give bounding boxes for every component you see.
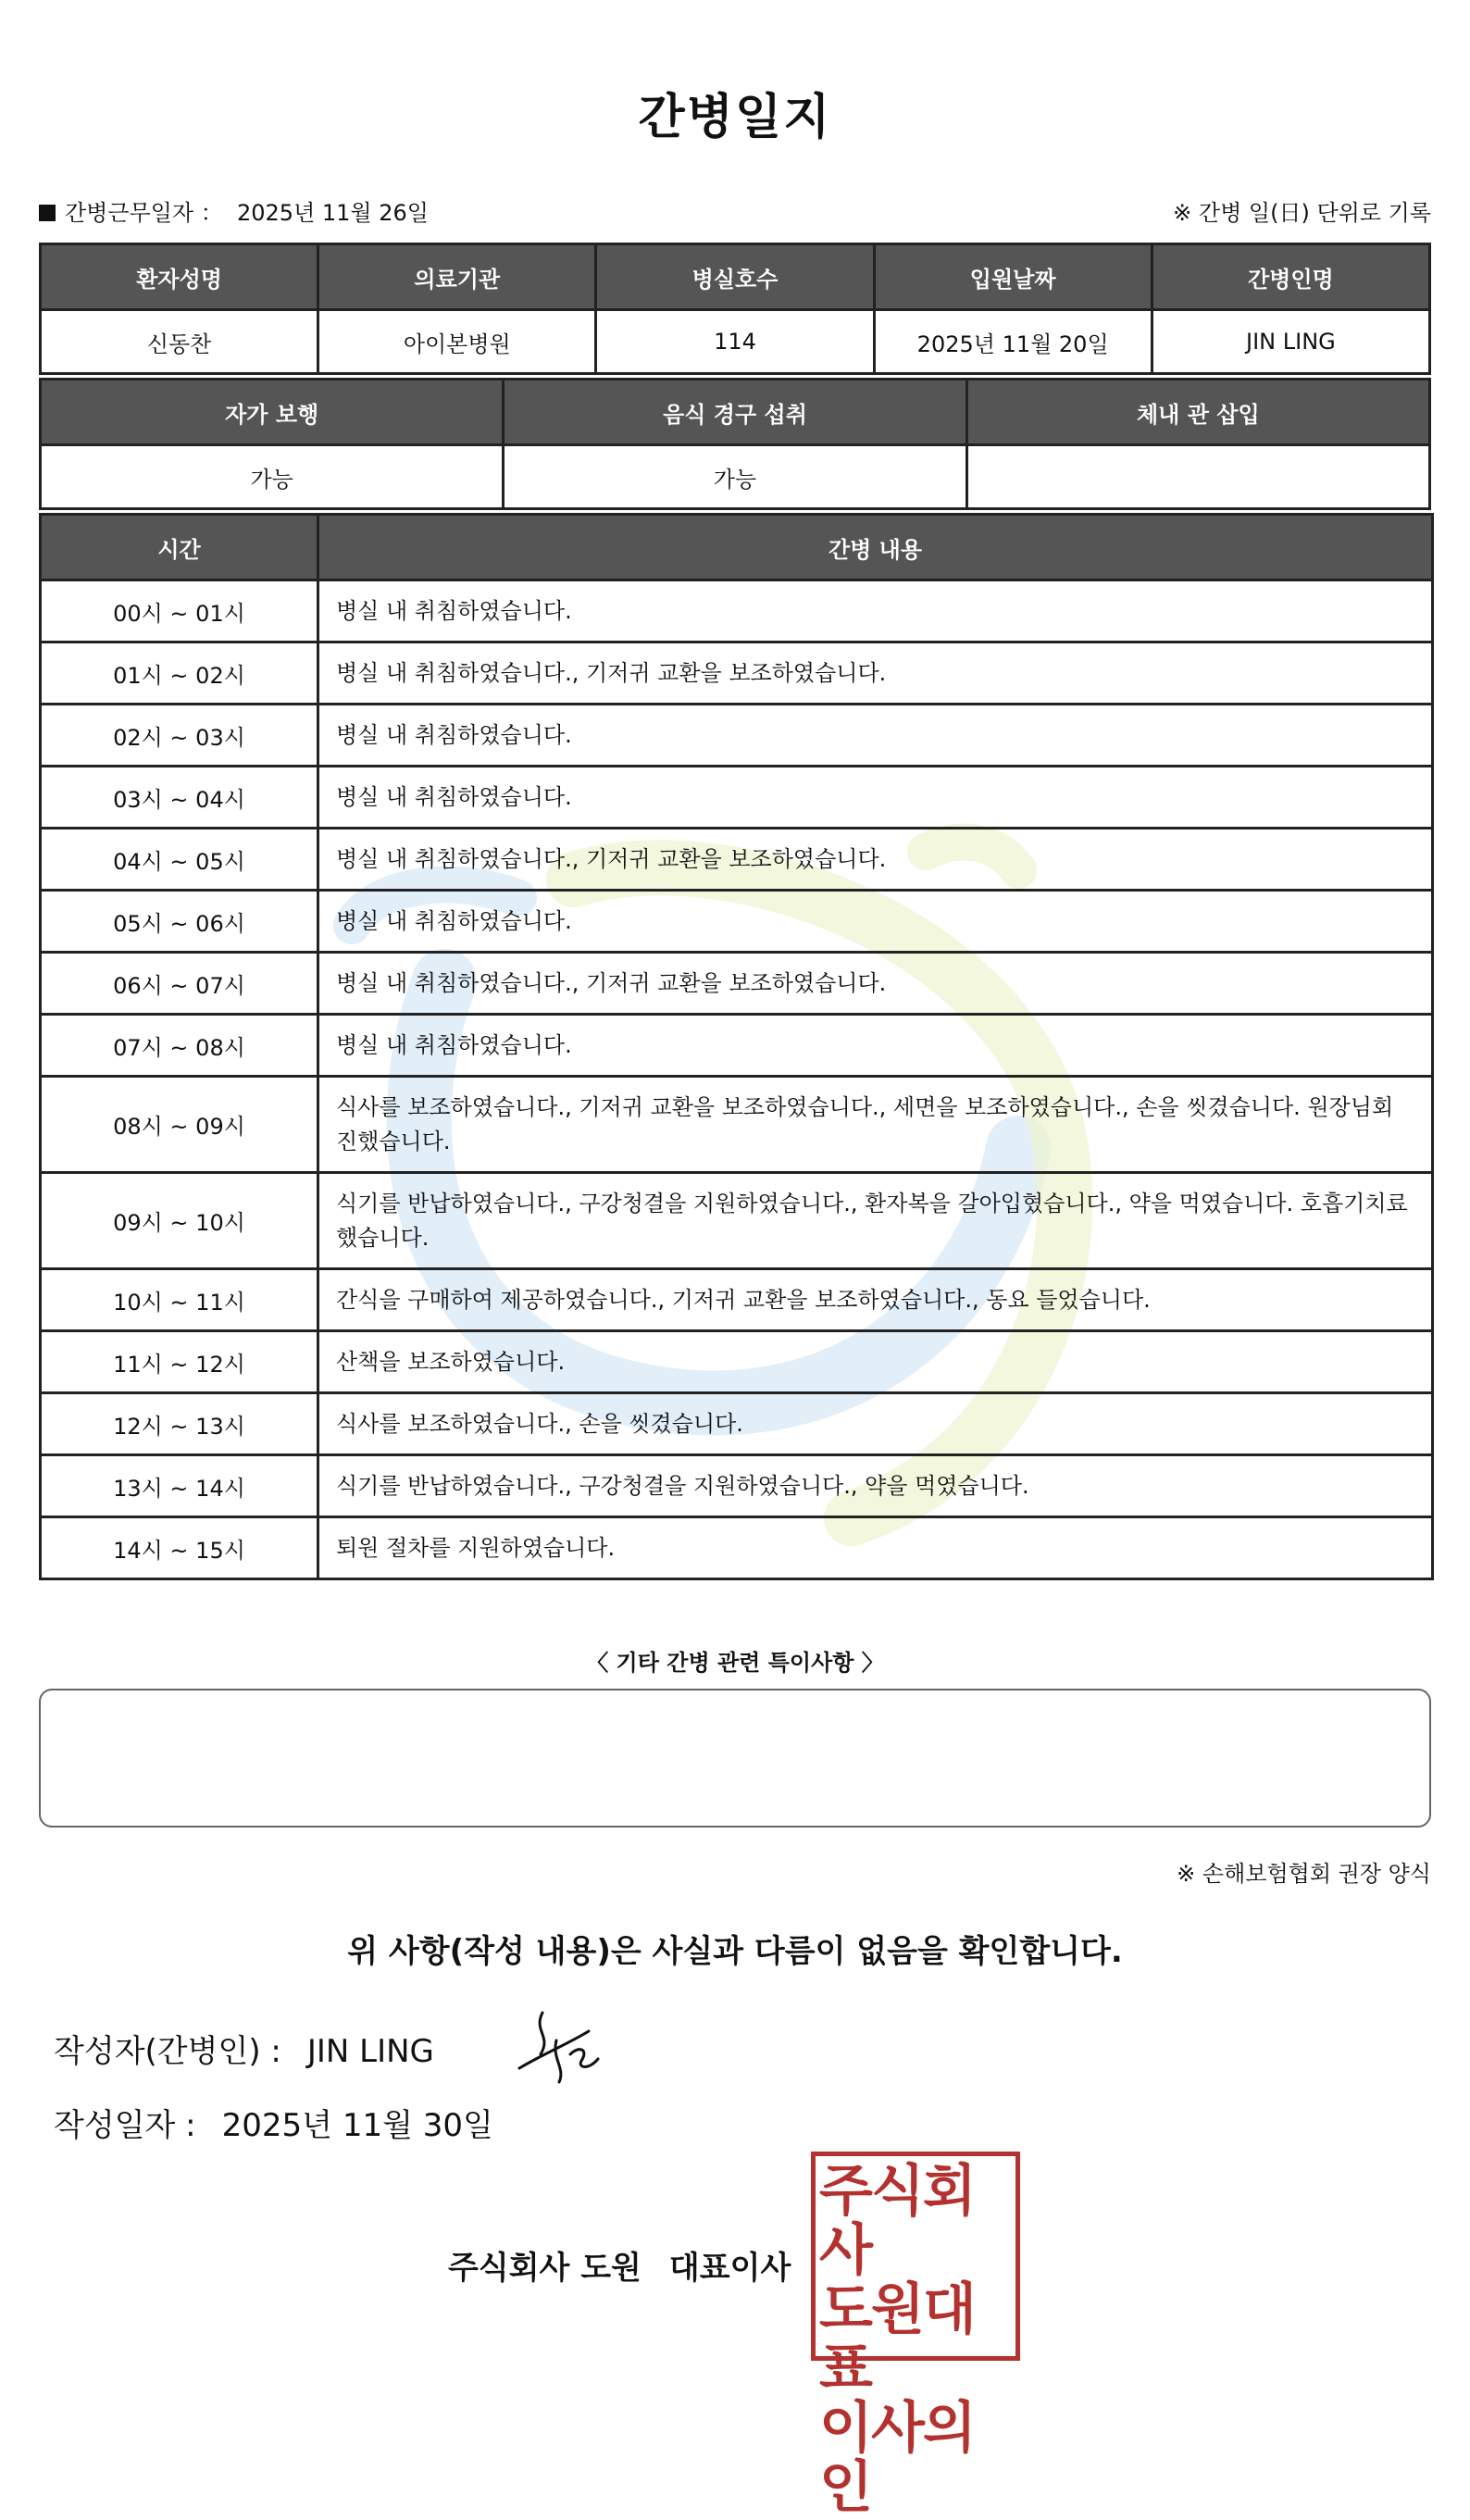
company-signature — [448, 2242, 791, 2288]
written-date-label: 작성일자 : — [54, 2107, 196, 2144]
table-row — [41, 1173, 1433, 1269]
patient-info-table — [39, 243, 1431, 375]
header-room-number: 병실호수 — [596, 244, 874, 310]
company-name: 주식회사 도원 — [448, 2250, 642, 2287]
table-row — [41, 767, 1433, 829]
row-content: 식사를 보조하였습니다., 기저귀 교환을 보조하였습니다., 세면을 보조하였습니다., 손을 씻겼습니다. 원장님회진했습니다. — [318, 1077, 1433, 1173]
document-title: 간병일지 — [638, 90, 832, 145]
written-date-value: 2025년 11월 30일 — [221, 2107, 493, 2144]
row-time: 12시 ~ 13시 — [41, 1393, 318, 1455]
row-time: 04시 ~ 05시 — [41, 829, 318, 891]
table-row — [41, 705, 1433, 767]
work-date-line — [39, 194, 429, 227]
patient-status-table — [39, 378, 1431, 510]
row-content: 간식을 구매하여 제공하였습니다., 기저귀 교환을 보조하였습니다., 동요 들었습니다. — [318, 1269, 1433, 1331]
row-time: 14시 ~ 15시 — [41, 1517, 318, 1579]
writer-name: JIN LING — [306, 2033, 434, 2070]
row-content: 병실 내 취침하였습니다. — [318, 891, 1433, 953]
seal-text-line: 주식회사 — [819, 2159, 975, 2283]
unit-note: ※ 간병 일(日) 단위로 기록 — [1173, 200, 1431, 226]
row-time: 09시 ~ 10시 — [41, 1173, 318, 1269]
tube-insertion-value — [966, 445, 1429, 509]
seal-text-line: 이사의인 — [819, 2396, 975, 2520]
table-row — [41, 1015, 1433, 1077]
table-row — [41, 829, 1433, 891]
status-value-row — [41, 445, 1430, 509]
row-time: 02시 ~ 03시 — [41, 705, 318, 767]
header-time: 시간 — [41, 515, 318, 580]
table-row — [41, 891, 1433, 953]
row-content: 식기를 반납하였습니다., 구강청결을 지원하였습니다., 약을 먹였습니다. — [318, 1455, 1433, 1517]
self-walking-value: 가능 — [41, 445, 504, 509]
table-row — [41, 1393, 1433, 1455]
header-care-content: 간병 내용 — [318, 515, 1433, 580]
written-date-line — [54, 2100, 493, 2145]
header-hospital: 의료기관 — [318, 244, 596, 310]
table-row — [41, 642, 1433, 705]
row-content: 병실 내 취침하였습니다. — [318, 1015, 1433, 1077]
row-time: 08시 ~ 09시 — [41, 1077, 318, 1173]
status-header-row — [41, 380, 1430, 445]
row-content: 식기를 반납하였습니다., 구강청결을 지원하였습니다., 환자복을 갈아입혔습니다., 약을 먹였습니다. 호흡기치료했습니다. — [318, 1173, 1433, 1269]
header-admission-date: 입원날짜 — [874, 244, 1152, 310]
work-date-value: 2025년 11월 26일 — [237, 200, 429, 226]
table-row — [41, 1331, 1433, 1393]
row-time: 05시 ~ 06시 — [41, 891, 318, 953]
row-time: 10시 ~ 11시 — [41, 1269, 318, 1331]
handwritten-signature — [515, 2003, 617, 2087]
row-content: 병실 내 취침하였습니다. — [318, 580, 1433, 642]
patient-header-row — [41, 244, 1430, 310]
row-time: 06시 ~ 07시 — [41, 953, 318, 1015]
patient-value-row — [41, 310, 1430, 374]
table-row — [41, 1269, 1433, 1331]
special-notes-title: 〈 기타 간병 관련 특이사항 〉 — [586, 1650, 884, 1676]
representative-title: 대표이사 — [668, 2250, 791, 2287]
special-notes-box — [39, 1689, 1431, 1828]
row-content: 병실 내 취침하였습니다. — [318, 767, 1433, 829]
row-time: 07시 ~ 08시 — [41, 1015, 318, 1077]
header-self-walking: 자가 보행 — [41, 380, 504, 445]
log-header-row — [41, 515, 1433, 580]
room-number: 114 — [596, 310, 874, 374]
admission-date: 2025년 11월 20일 — [874, 310, 1152, 374]
row-content: 병실 내 취침하였습니다., 기저귀 교환을 보조하였습니다. — [318, 829, 1433, 891]
header-caregiver-name: 간병인명 — [1152, 244, 1429, 310]
confirmation-statement: 위 사항(작성 내용)은 사실과 다름이 없음을 확인합니다. — [347, 1933, 1123, 1970]
table-row — [41, 1077, 1433, 1173]
header-tube-insertion: 체내 관 삽입 — [966, 380, 1429, 445]
care-log-table — [39, 513, 1434, 1580]
row-time: 00시 ~ 01시 — [41, 580, 318, 642]
caregiver-name: JIN LING — [1152, 310, 1429, 374]
writer-label: 작성자(간병인) : — [54, 2033, 281, 2070]
row-time: 01시 ~ 02시 — [41, 642, 318, 705]
table-row — [41, 953, 1433, 1015]
header-oral-intake: 음식 경구 섭취 — [504, 380, 966, 445]
writer-line — [54, 2026, 434, 2071]
row-content: 병실 내 취침하였습니다. — [318, 705, 1433, 767]
square-bullet-icon — [39, 205, 56, 221]
row-time: 13시 ~ 14시 — [41, 1455, 318, 1517]
row-content: 식사를 보조하였습니다., 손을 씻겼습니다. — [318, 1393, 1433, 1455]
table-row — [41, 580, 1433, 642]
form-source-note: ※ 손해보험협회 권장 양식 — [1177, 1861, 1431, 1887]
row-content: 산책을 보조하였습니다. — [318, 1331, 1433, 1393]
oral-intake-value: 가능 — [504, 445, 966, 509]
row-content: 병실 내 취침하였습니다., 기저귀 교환을 보조하였습니다. — [318, 642, 1433, 705]
row-time: 11시 ~ 12시 — [41, 1331, 318, 1393]
work-date-label: 간병근무일자 ： — [65, 200, 223, 226]
table-row — [41, 1455, 1433, 1517]
patient-name: 신동찬 — [41, 310, 318, 374]
seal-text-line: 도원대표 — [819, 2277, 975, 2401]
company-seal-stamp — [811, 2152, 1020, 2520]
hospital-name: 아이본병원 — [318, 310, 596, 374]
header-patient-name: 환자성명 — [41, 244, 318, 310]
row-content: 퇴원 절차를 지원하였습니다. — [318, 1517, 1433, 1579]
row-time: 03시 ~ 04시 — [41, 767, 318, 829]
row-content: 병실 내 취침하였습니다., 기저귀 교환을 보조하였습니다. — [318, 953, 1433, 1015]
table-row — [41, 1517, 1433, 1579]
